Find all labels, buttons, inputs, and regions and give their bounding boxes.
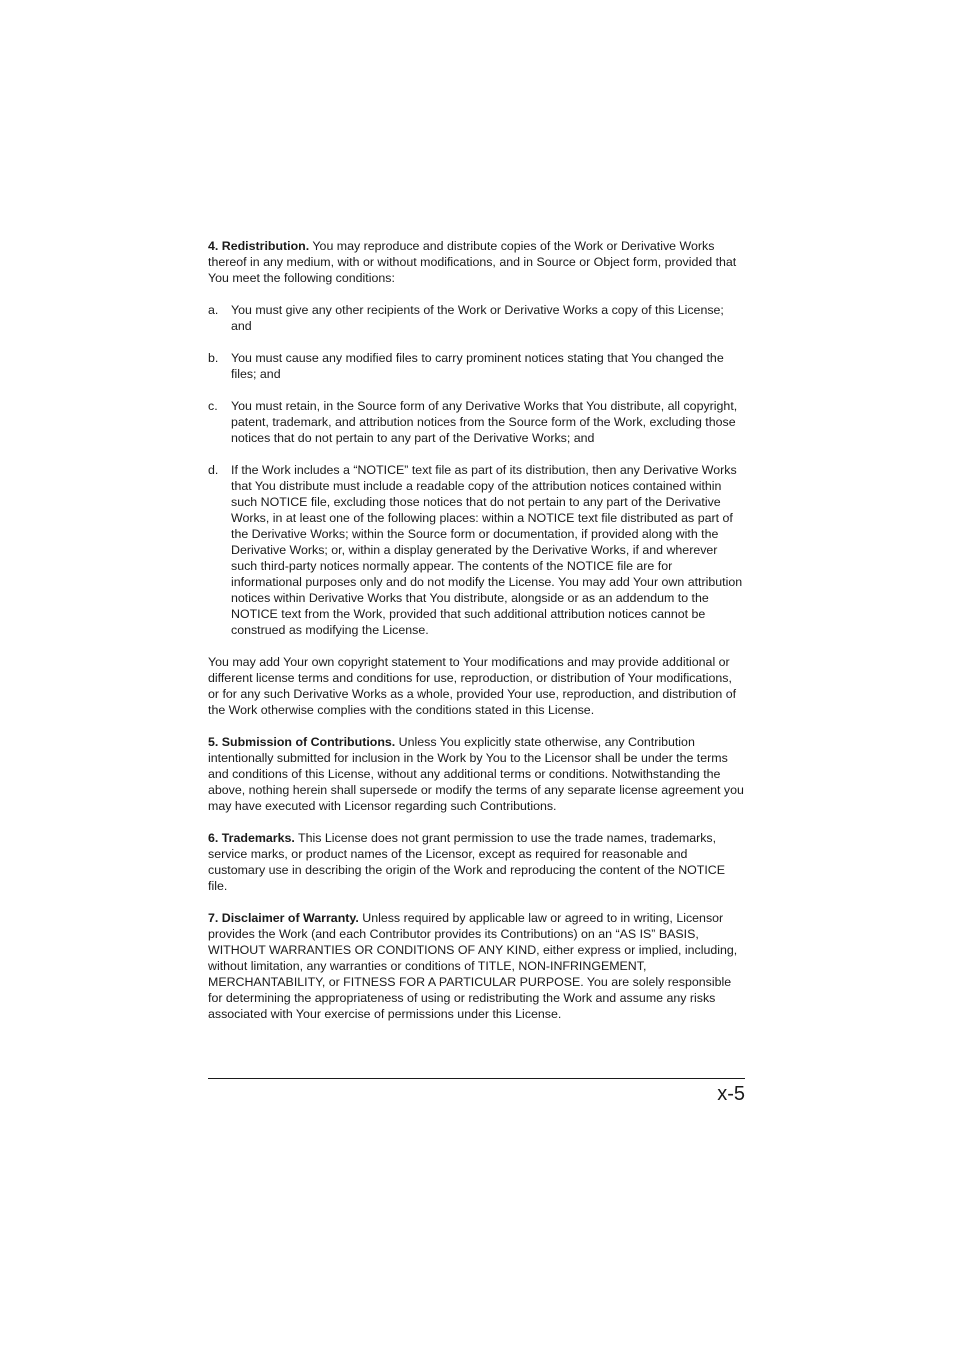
section-6: [208, 830, 746, 894]
section-5-text: Unless You explicitly state otherwise, any Contribution intentionally submitted for inclusion in the Work by You to the Licensor shall be under the terms and conditions of this License, without any additional terms or conditions. Notwithstanding the above, nothing herein shall supersede or modify the terms of any separate license agreement you may have executed with Licensor regarding such Contributions.: [208, 735, 744, 813]
section-4-text: You may reproduce and distribute copies of the Work or Derivative Works thereof in any medium, with or without modifications, and in Source or Object form, provided that You meet the following conditions:: [208, 239, 737, 285]
footer-divider: [208, 1078, 745, 1079]
list-marker: b.: [208, 351, 219, 365]
list-item-a: [208, 302, 746, 334]
section-6-heading: 6. Trademarks.: [208, 831, 295, 845]
list-marker: c.: [208, 399, 218, 413]
list-item-text: You must cause any modified files to carry prominent notices stating that You changed the files; and: [231, 351, 724, 381]
section-5-heading: 5. Submission of Contributions.: [208, 735, 396, 749]
section-4-heading: 4. Redistribution.: [208, 239, 310, 253]
list-item-c: [208, 398, 746, 446]
document-body: [208, 238, 746, 1038]
list-item-d: [208, 462, 746, 638]
section-7-text: Unless required by applicable law or agreed to in writing, Licensor provides the Work (and each Contributor provides its Contributions) on an “AS IS” BASIS, WITHOUT WARRANTIES OR CONDITIONS OF ANY KIND, either express or implied, including, without limitation, any warranties or conditions of TITLE, NON-INFRINGEMENT, MERCHANTABILITY, or FITNESS FOR A PARTICULAR PURPOSE. You are solely responsible for determining the appropriateness of using or redistributing the Work and assume any risks associated with Your exercise of permissions under this License.: [208, 911, 738, 1021]
list-marker: a.: [208, 303, 219, 317]
list-item-text: You must retain, in the Source form of any Derivative Works that You distribute, all copyright, patent, trademark, and attribution notices from the Source form of the Work, excluding those notices that do not pertain to any part of the Derivative Works; and: [231, 399, 738, 445]
section-5: [208, 734, 746, 814]
section-7: [208, 910, 746, 1022]
list-item-text: You must give any other recipients of the Work or Derivative Works a copy of this License; and: [231, 303, 724, 333]
page-number: x-5: [717, 1083, 745, 1105]
section-7-heading: 7. Disclaimer of Warranty.: [208, 911, 359, 925]
list-marker: d.: [208, 463, 219, 477]
list-item-b: [208, 350, 746, 382]
section-6-text: This License does not grant permission to use the trade names, trademarks, service marks, or product names of the Licensor, except as required for reasonable and customary use in describing the origin of the Work and reproducing the content of the NOTICE file.: [208, 831, 726, 893]
section-4-closing: You may add Your own copyright statement to Your modifications and may provide additional or different license terms and conditions for use, reproduction, or distribution of Your modifications, or for any such Derivative Works as a whole, provided Your use, reproduction, and distribution of the Work otherwise complies with the conditions stated in this License.: [208, 655, 737, 717]
list-item-text: If the Work includes a “NOTICE” text file as part of its distribution, then any Derivative Works that You distribute must include a readable copy of the attribution notices contained within such NOTICE file, excluding those notices that do not pertain to any part of the Derivative Works, in at least one of the following places: within a NOTICE text file distributed as part of the Derivative Works; within the Source form or documentation, if provided along with the Derivative Works; or, within a display generated by the Derivative Works, if and wherever such third-party notices normally appear. The contents of the NOTICE file are for informational purposes only and do not modify the License. You may add Your own attribution notices within Derivative Works that You distribute, alongside or as an addendum to the NOTICE text from the Work, provided that such additional attribution notices cannot be construed as modifying the License.: [231, 463, 743, 637]
section-4-intro: [208, 238, 746, 286]
